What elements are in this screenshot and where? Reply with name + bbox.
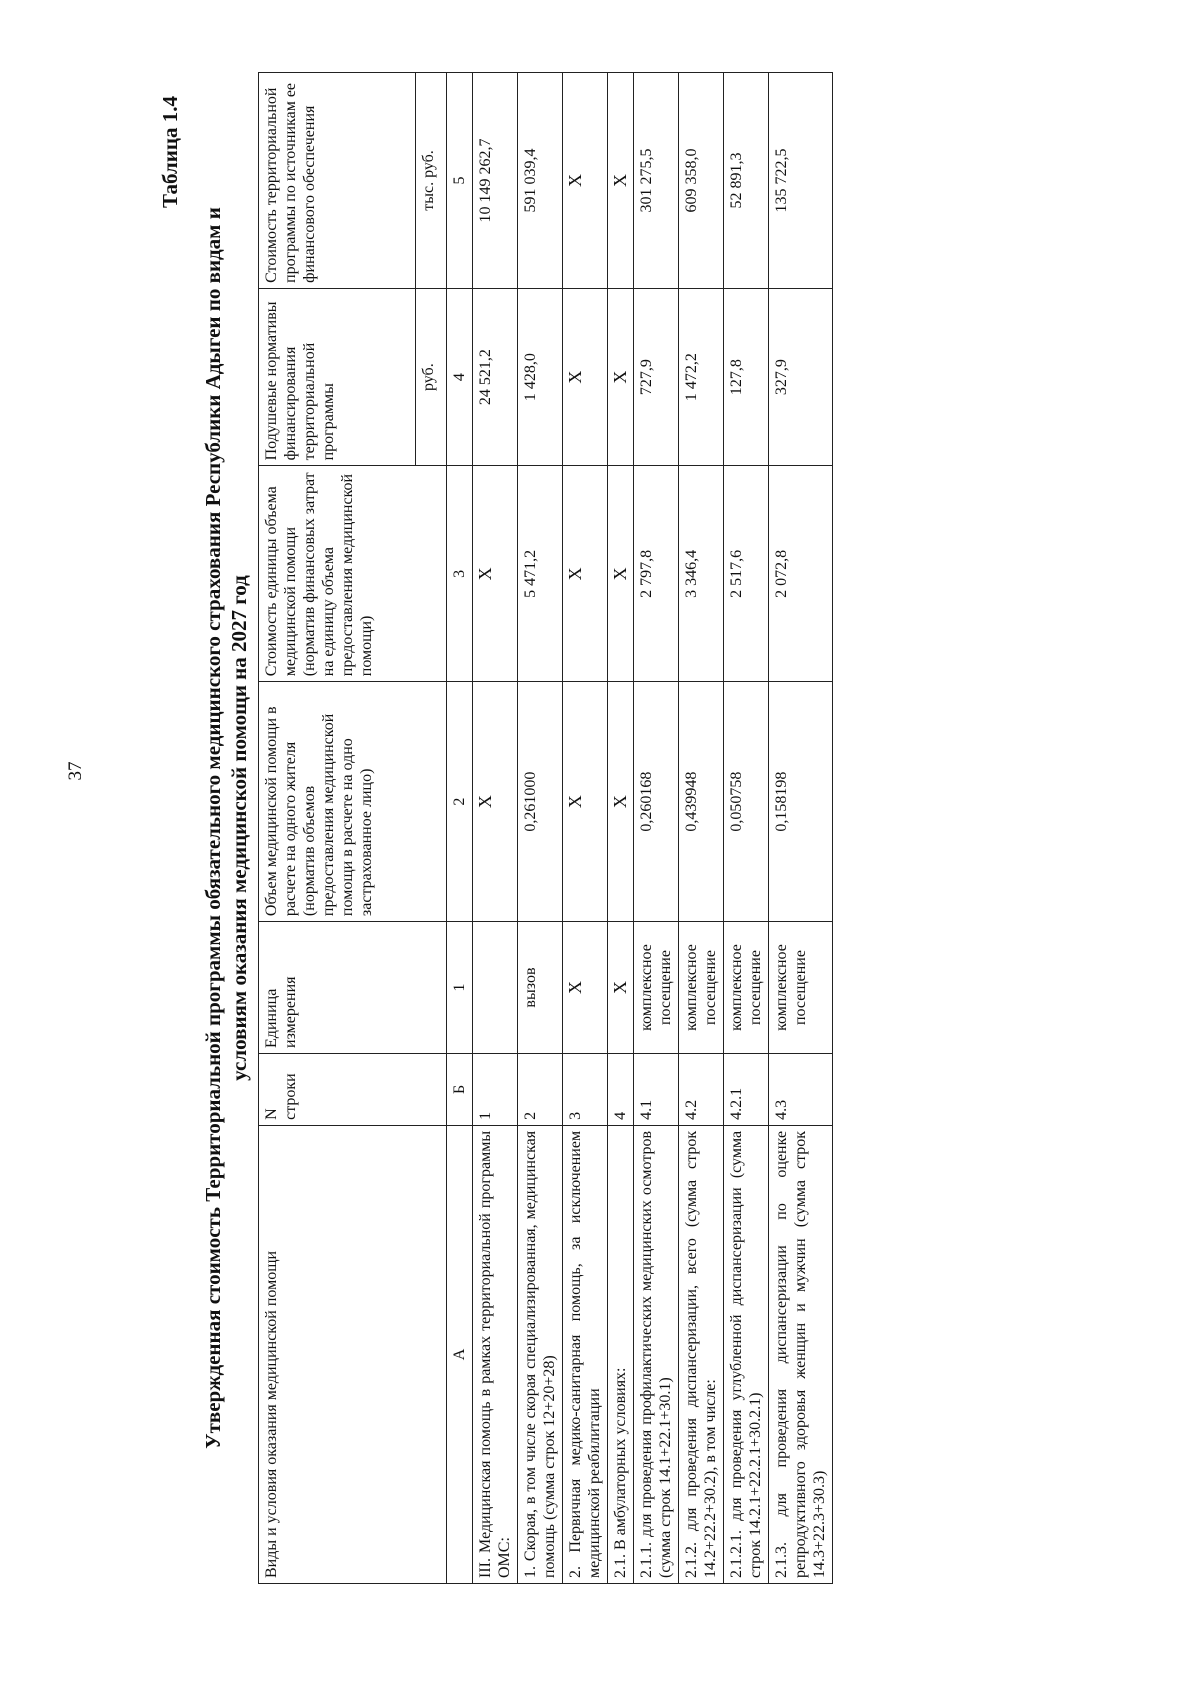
col-num-a: А bbox=[447, 1125, 473, 1583]
col-num-1: 1 bbox=[447, 922, 473, 1054]
unit-rub: руб. bbox=[416, 288, 447, 465]
cell-c1: комплексное посещение bbox=[769, 922, 833, 1054]
cell-a: 2.1.1. для проведения профилактических медицинских осмотров (сумма строк 14.1+22.1+30.1) bbox=[634, 1125, 679, 1583]
cell-c3: 3 346,4 bbox=[679, 466, 724, 682]
cell-c3: 2 072,8 bbox=[769, 466, 833, 682]
cell-b: 4.2 bbox=[679, 1053, 724, 1125]
cell-c1: Х bbox=[608, 922, 634, 1054]
cell-a: 2.1.2. для проведения диспансеризации, всего (сумма строк 14.2+22.2+30.2), в том числе: bbox=[679, 1125, 724, 1583]
cell-c3: 5 471,2 bbox=[518, 466, 563, 682]
cell-c1: вызов bbox=[518, 922, 563, 1054]
table-row bbox=[608, 73, 634, 1584]
cell-c5: 52 891,3 bbox=[724, 73, 769, 289]
cell-c2: Х bbox=[473, 682, 518, 922]
table-row bbox=[724, 73, 769, 1584]
cell-c5: Х bbox=[608, 73, 634, 289]
cell-c2: 0,439948 bbox=[679, 682, 724, 922]
cell-c4: 327,9 bbox=[769, 288, 833, 465]
cell-c4: 727,9 bbox=[634, 288, 679, 465]
table-row bbox=[769, 73, 833, 1584]
table-row bbox=[679, 73, 724, 1584]
table-row bbox=[563, 73, 608, 1584]
cell-a: 2. Первичная медико-санитарная помощь, за исключением медицинской реабилитации bbox=[563, 1125, 608, 1583]
header-volume: Объем медицинской помощи в расчете на одного жителя (норматив объемов предоставления медицинской помощи в расчете на одно застрахованное лицо) bbox=[259, 682, 447, 922]
rotated-sheet bbox=[158, 72, 1198, 1584]
header-total-cost: Стоимость территориальной программы по источникам ее финансового обеспечения bbox=[259, 73, 416, 289]
cell-c1: Х bbox=[563, 922, 608, 1054]
cell-c5: 591 039,4 bbox=[518, 73, 563, 289]
title-line-2: условиям оказания медицинской помощи на 2027 год bbox=[227, 575, 251, 1081]
cell-c3: Х bbox=[608, 466, 634, 682]
cell-b: 3 bbox=[563, 1053, 608, 1125]
cell-b: 4.2.1 bbox=[724, 1053, 769, 1125]
page-number: 37 bbox=[65, 761, 86, 781]
cell-c4: 24 521,2 bbox=[473, 288, 518, 465]
cell-c3: Х bbox=[473, 466, 518, 682]
cell-c4: 1 428,0 bbox=[518, 288, 563, 465]
header-row bbox=[259, 73, 416, 1584]
cell-c1 bbox=[473, 922, 518, 1054]
cell-a: 2.1.2.1. для проведения углубленной диспансеризации (сумма строк 14.2.1+22.2.1+30.2.1) bbox=[724, 1125, 769, 1583]
col-num-4: 4 bbox=[447, 288, 473, 465]
col-num-5: 5 bbox=[447, 73, 473, 289]
cell-c2: 0,260168 bbox=[634, 682, 679, 922]
header-kinds: Виды и условия оказания медицинской помощи bbox=[259, 1125, 447, 1583]
cell-a: 1. Скорая, в том числе скорая специализированная, медицинская помощь (сумма строк 12+20+28) bbox=[518, 1125, 563, 1583]
cell-c1: комплексное посещение bbox=[679, 922, 724, 1054]
cell-c3: Х bbox=[563, 466, 608, 682]
table-label: Таблица 1.4 bbox=[158, 96, 182, 208]
cell-b: 4.3 bbox=[769, 1053, 833, 1125]
cell-c2: Х bbox=[563, 682, 608, 922]
header-row-number: N строки bbox=[259, 1053, 447, 1125]
cell-c2: Х bbox=[608, 682, 634, 922]
cell-c3: 2 797,8 bbox=[634, 466, 679, 682]
table-row bbox=[634, 73, 679, 1584]
cell-c2: 0,261000 bbox=[518, 682, 563, 922]
cell-c3: 2 517,6 bbox=[724, 466, 769, 682]
cell-b: 4.1 bbox=[634, 1053, 679, 1125]
cell-b: 2 bbox=[518, 1053, 563, 1125]
cell-c5: 301 275,5 bbox=[634, 73, 679, 289]
col-num-2: 2 bbox=[447, 682, 473, 922]
table-row bbox=[473, 73, 518, 1584]
cell-c2: 0,158198 bbox=[769, 682, 833, 922]
column-numbers-row bbox=[447, 73, 473, 1584]
header-unit-cost: Стоимость единицы объема медицинской помощи (норматив финансовых затрат на единицу объема предоставления медицинской помощи) bbox=[259, 466, 447, 682]
cell-a: 2.1. В амбулаторных условиях: bbox=[608, 1125, 634, 1583]
cost-table bbox=[258, 72, 833, 1584]
cell-c4: Х bbox=[608, 288, 634, 465]
cell-a: 2.1.3. для проведения диспансеризации по оценке репродуктивного здоровья женщин и мужчин (сумма строк 14.3+22.3+30.3) bbox=[769, 1125, 833, 1583]
cell-c5: 609 358,0 bbox=[679, 73, 724, 289]
cell-c5: 135 722,5 bbox=[769, 73, 833, 289]
table-title bbox=[200, 72, 252, 1584]
header-unit: Единица измерения bbox=[259, 922, 447, 1054]
cell-a: III. Медицинская помощь в рамках территориальной программы ОМС: bbox=[473, 1125, 518, 1583]
unit-thousand-rub: тыс. руб. bbox=[416, 73, 447, 289]
cell-c4: 127,8 bbox=[724, 288, 769, 465]
col-num-b: Б bbox=[447, 1053, 473, 1125]
title-line-1: Утвержденная стоимость Территориальной программы обязательного медицинского страхования Республики Адыгеи по видам и bbox=[201, 207, 225, 1449]
cell-c4: Х bbox=[563, 288, 608, 465]
cell-c1: комплексное посещение bbox=[634, 922, 679, 1054]
cell-b: 4 bbox=[608, 1053, 634, 1125]
cell-b: 1 bbox=[473, 1053, 518, 1125]
cell-c4: 1 472,2 bbox=[679, 288, 724, 465]
cell-c5: Х bbox=[563, 73, 608, 289]
cell-c1: комплексное посещение bbox=[724, 922, 769, 1054]
cell-c2: 0,050758 bbox=[724, 682, 769, 922]
col-num-3: 3 bbox=[447, 466, 473, 682]
table-row bbox=[518, 73, 563, 1584]
header-per-capita: Подушевые нормативы финансирования территориальной программы bbox=[259, 288, 416, 465]
cell-c5: 10 149 262,7 bbox=[473, 73, 518, 289]
